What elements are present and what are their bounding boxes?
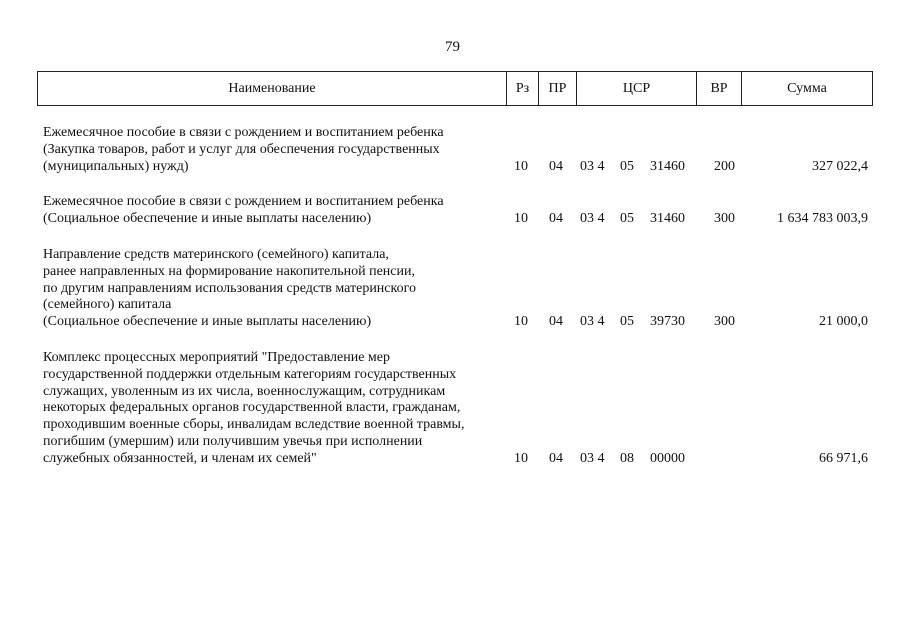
row-name: Ежемесячное пособие в связи с рождением и воспитанием ребенка (Закупка товаров, работ и услуг для обеспечения государственных (муниципальных) нужд) <box>43 125 444 174</box>
table-row <box>0 194 905 228</box>
row-sum: 21 000,0 <box>819 314 868 330</box>
row-csr-code: 00000 <box>650 451 685 467</box>
row-csr-code: 39730 <box>650 314 685 330</box>
header-csr: ЦСР <box>577 72 697 105</box>
header-pr: ПР <box>539 72 577 105</box>
table-row <box>0 247 905 331</box>
row-csr-direction: 05 <box>620 159 634 175</box>
row-csr-program: 03 4 <box>580 451 605 467</box>
header-name: Наименование <box>38 72 507 105</box>
row-csr-direction: 05 <box>620 211 634 227</box>
row-csr-program: 03 4 <box>580 159 605 175</box>
row-pr: 04 <box>549 211 563 227</box>
table-header <box>37 71 873 106</box>
row-csr-direction: 05 <box>620 314 634 330</box>
row-vr: 200 <box>714 159 735 175</box>
row-pr: 04 <box>549 451 563 467</box>
row-sum: 66 971,6 <box>819 451 868 467</box>
row-name: Направление средств материнского (семейного) капитала, ранее направленных на формирование накопительной пенсии, по другим направлениям использования средств материнского (семейного) капитала (Социальное обеспечение и иные выплаты населению) <box>43 247 416 330</box>
row-pr: 04 <box>549 314 563 330</box>
header-sum: Сумма <box>787 80 827 96</box>
row-vr: 300 <box>714 211 735 227</box>
row-sum: 1 634 783 003,9 <box>777 211 868 227</box>
row-csr-code: 31460 <box>650 159 685 175</box>
row-vr: 300 <box>714 314 735 330</box>
table-row <box>0 350 905 468</box>
row-csr-direction: 08 <box>620 451 634 467</box>
row-name: Ежемесячное пособие в связи с рождением и воспитанием ребенка (Социальное обеспечение и иные выплаты населению) <box>43 194 444 226</box>
row-rz: 10 <box>514 211 528 227</box>
row-rz: 10 <box>514 451 528 467</box>
row-csr-code: 31460 <box>650 211 685 227</box>
table-row <box>0 125 905 176</box>
row-name: Комплекс процессных мероприятий "Предоставление мер государственной поддержки отдельным категориям государственных служащих, уволенным из их числа, военнослужащим, сотрудникам некоторых федеральных органов государственной власти, гражданам, проходившим военные сборы, инвалидам вследствие военной травмы, погибшим (умершим) или получившим увечья при исполнении служебных обязанностей, и членам их семей" <box>43 350 465 466</box>
header-vr: ВР <box>697 72 742 105</box>
row-rz: 10 <box>514 314 528 330</box>
row-pr: 04 <box>549 159 563 175</box>
row-sum: 327 022,4 <box>812 159 868 175</box>
row-csr-program: 03 4 <box>580 211 605 227</box>
header-rz: Рз <box>507 72 539 105</box>
row-csr-program: 03 4 <box>580 314 605 330</box>
row-rz: 10 <box>514 159 528 175</box>
page-number: 79 <box>445 39 460 55</box>
